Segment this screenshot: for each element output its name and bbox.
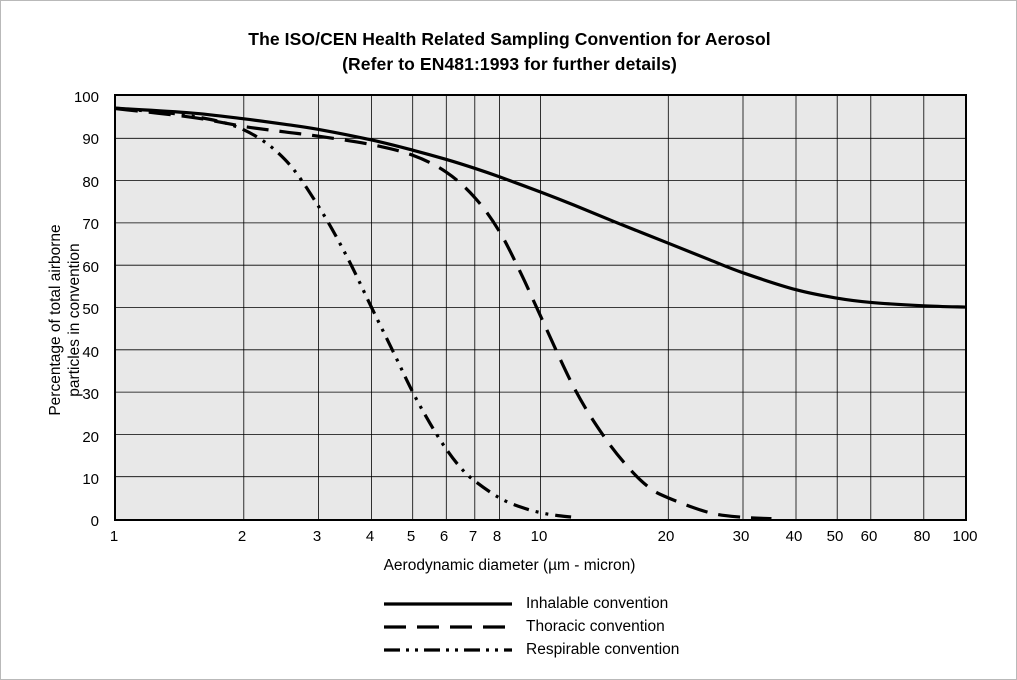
y-tick-40: 40 [82, 344, 99, 361]
y-tick-70: 70 [82, 216, 99, 233]
y-tick-80: 80 [82, 174, 99, 191]
y-axis-title-line2: particles in convention [66, 243, 83, 397]
x-tick-80: 80 [913, 528, 931, 545]
plot-area [114, 94, 967, 521]
x-axis-title: Aerodynamic diameter (µm - micron) [383, 557, 636, 574]
y-tick-10: 10 [82, 471, 99, 488]
x-tick-2: 2 [237, 528, 247, 545]
series-thoracic-convention [116, 109, 771, 519]
x-tick-10: 10 [530, 528, 548, 545]
y-tick-0: 0 [90, 513, 99, 530]
chart-title: The ISO/CEN Health Related Sampling Convention for Aerosol [248, 29, 771, 49]
legend-label-thoracic: Thoracic convention [526, 617, 665, 635]
y-tick-30: 30 [82, 386, 99, 403]
series-respirable-convention [116, 108, 574, 517]
x-tick-100: 100 [952, 528, 978, 545]
x-tick-1: 1 [109, 528, 119, 545]
x-tick-40: 40 [785, 528, 803, 545]
x-tick-20: 20 [657, 528, 675, 545]
legend-item-inhalable [384, 593, 804, 614]
legend-label-inhalable: Inhalable convention [526, 594, 669, 612]
series-inhalable-convention [116, 108, 965, 307]
y-tick-90: 90 [82, 131, 99, 148]
legend-swatch-dashed [384, 620, 512, 634]
legend-item-respirable [384, 639, 804, 660]
x-tick-4: 4 [365, 528, 375, 545]
data-curves [116, 96, 965, 519]
x-tick-8: 8 [492, 528, 502, 545]
y-tick-50: 50 [82, 301, 99, 318]
legend-swatch-dash-dot-dot [384, 643, 512, 657]
legend-label-respirable: Respirable convention [526, 640, 680, 658]
x-tick-60: 60 [860, 528, 878, 545]
x-tick-30: 30 [732, 528, 750, 545]
y-tick-20: 20 [82, 429, 99, 446]
x-tick-3: 3 [312, 528, 322, 545]
legend-swatch-solid [384, 597, 512, 611]
x-tick-5: 5 [406, 528, 416, 545]
legend-item-thoracic [384, 616, 804, 637]
x-tick-6: 6 [439, 528, 449, 545]
y-tick-60: 60 [82, 259, 99, 276]
y-axis-title-line1: Percentage of total airborne [47, 224, 64, 416]
chart-legend [384, 593, 804, 662]
x-tick-50: 50 [826, 528, 844, 545]
chart-title-block [1, 27, 1017, 77]
x-tick-7: 7 [468, 528, 478, 545]
chart-subtitle: (Refer to EN481:1993 for further details) [342, 54, 677, 74]
y-tick-100: 100 [73, 89, 99, 106]
